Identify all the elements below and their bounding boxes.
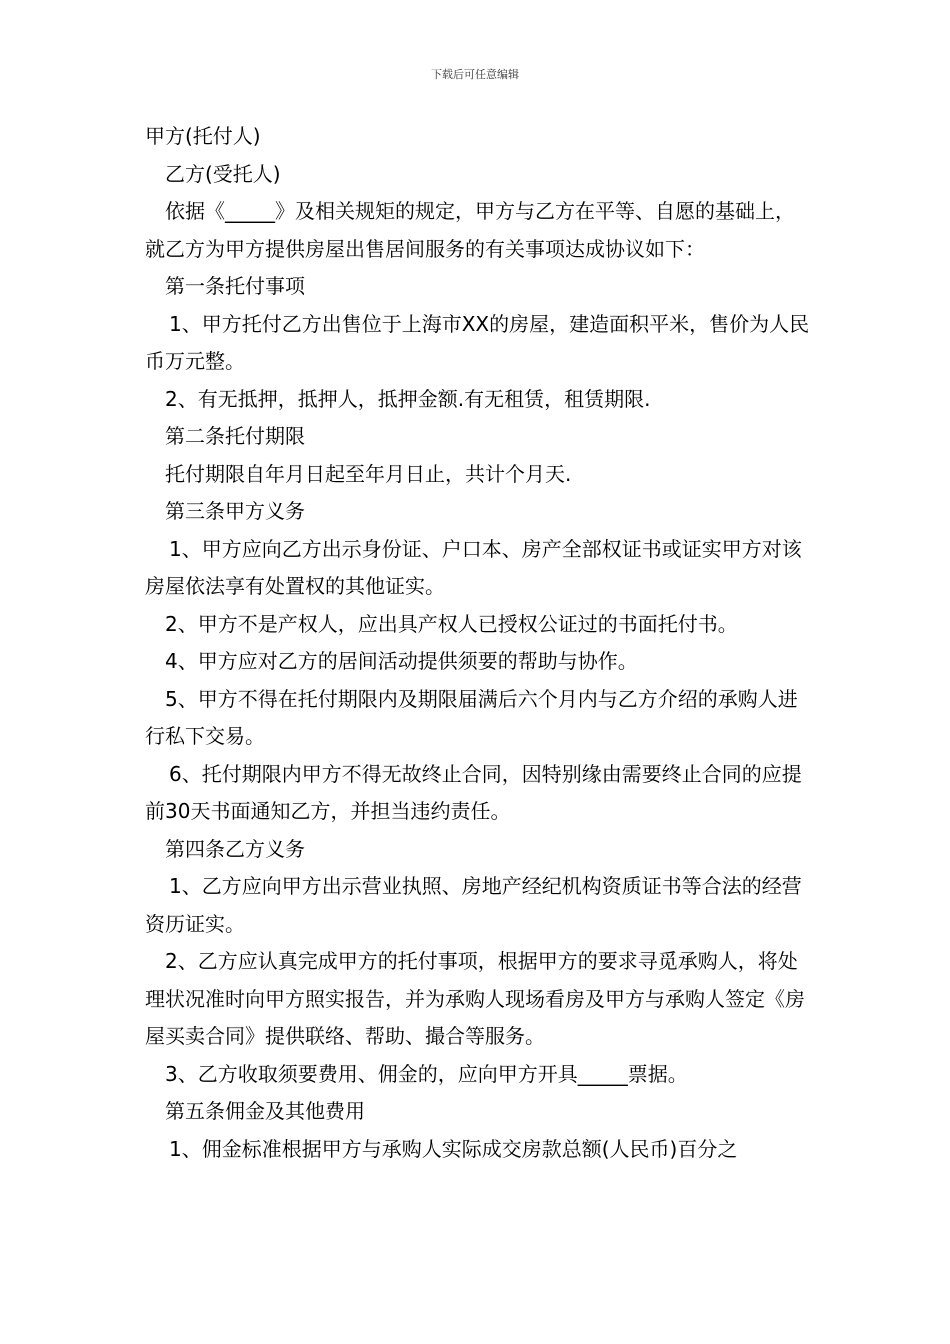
article-5-heading: 第五条佣金及其他费用 xyxy=(165,1099,365,1123)
article-4-item-2: 2、乙方应认真完成甲方的托付事项，根据甲方的要求寻觅承购人，将处理状况准时向甲方照实报告，并为承购人现场看房及甲方与承购人签定《房屋买卖合同》提供联络、帮助、撮合等服务。 xyxy=(145,949,805,1048)
page-header: 下载后可任意编辑 xyxy=(431,68,519,81)
article-3-item-5: 5、甲方不得在托付期限内及期限届满后六个月内与乙方介绍的承购人进行私下交易。 xyxy=(145,686,798,748)
article-1-item-2: 2、有无抵押，抵押人，抵押金额.有无租赁，租赁期限. xyxy=(165,386,651,411)
article-4-item-3: 3、乙方收取须要费用、佣金的，应向甲方开具_____票据。 xyxy=(165,1061,688,1086)
party-b-line: 乙方(受托人) xyxy=(165,161,281,186)
article-1-item-1: 1、甲方托付乙方出售位于上海市XX的房屋，建造面积平米，售价为人民币万元整。 xyxy=(145,311,810,373)
document-body xyxy=(145,118,810,1168)
article-3-item-2: 2、甲方不是产权人，应出具产权人已授权公证过的书面托付书。 xyxy=(165,611,738,636)
article-4-heading: 第四条乙方义务 xyxy=(165,836,305,861)
article-5-item-1: 1、佣金标准根据甲方与承购人实际成交房款总额(人民币)百分之 xyxy=(169,1136,738,1161)
article-3-heading: 第三条甲方义务 xyxy=(165,499,305,523)
article-2-heading: 第二条托付期限 xyxy=(165,424,305,448)
party-a-line: 甲方(托付人) xyxy=(145,124,261,148)
article-3-item-4: 4、甲方应对乙方的居间活动提供须要的帮助与协作。 xyxy=(165,649,638,673)
article-2-text: 托付期限自年月日起至年月日止，共计个月天. xyxy=(165,461,572,486)
article-1-heading: 第一条托付事项 xyxy=(165,274,305,298)
article-4-item-1: 1、乙方应向甲方出示营业执照、房地产经纪机构资质证书等合法的经营资历证实。 xyxy=(145,874,802,936)
article-3-item-6: 6、托付期限内甲方不得无故终止合同，因特别缘由需要终止合同的应提前30天书面通知乙方，并担当违约责任。 xyxy=(145,761,802,823)
preamble-paragraph: 依据《_____》及相关规矩的规定，甲方与乙方在平等、自愿的基础上，就乙方为甲方提供房屋出售居间服务的有关事项达成协议如下： xyxy=(145,199,795,261)
article-3-item-1: 1、甲方应向乙方出示身份证、户口本、房产全部权证书或证实甲方对该房屋依法享有处置权的其他证实。 xyxy=(145,536,802,598)
